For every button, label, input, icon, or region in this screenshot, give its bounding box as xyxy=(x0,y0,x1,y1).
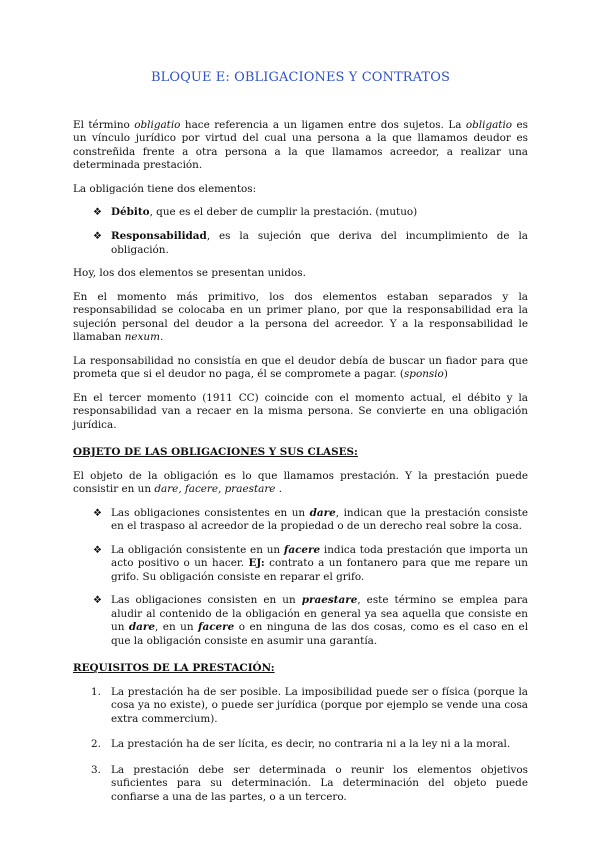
list-item: 3. La prestación debe ser determinada o reunir los elementos objetivos suficientes para su determinación. La determinación del objeto puede confiarse a una de las partes, o a un tercero. xyxy=(91,763,528,803)
section-heading-requisitos: REQUISITOS DE LA PRESTACIÓN: xyxy=(73,662,275,675)
page-title: BLOQUE E: OBLIGACIONES Y CONTRATOS xyxy=(151,70,450,85)
diamond-bullet-icon: ❖ xyxy=(93,507,102,519)
list-item: ❖ Responsabilidad, es la sujeción que deriva del incumplimiento de la obligación. xyxy=(93,229,528,256)
section-heading-objeto: OBJETO DE LAS OBLIGACIONES Y SUS CLASES: xyxy=(73,446,358,459)
obligation-types-list xyxy=(73,507,528,649)
list-item: 1. La prestación ha de ser posible. La imposibilidad puede ser o física (porque la cosa ya no existe), o puede ser jurídica (porque por ejemplo se vende una cosa extra commercium). xyxy=(91,685,528,725)
paragraph: Hoy, los dos elementos se presentan unidos. xyxy=(73,267,306,280)
list-item: ❖ Débito, que es el deber de cumplir la prestación. (mutuo) xyxy=(93,206,418,219)
paragraph: En el tercer momento (1911 CC) coincide con el momento actual, el débito y la responsabilidad van a recaer en la misma persona. Se convierte en una obligación jurídica. xyxy=(73,391,528,431)
diamond-bullet-icon: ❖ xyxy=(93,595,102,607)
requirements-list xyxy=(73,686,528,805)
elements-list xyxy=(73,206,528,257)
list-item: 2. La prestación ha de ser lícita, es decir, no contraria ni a la ley ni a la moral. xyxy=(91,738,511,751)
paragraph: En el momento más primitivo, los dos elementos estaban separados y la responsabilidad se colocaba en un primer plano, por que la responsabilidad era la sujeción personal del deudor a la persona del acreedor. Y a la responsabilidad le llamaban nexum. xyxy=(73,290,528,344)
diamond-bullet-icon: ❖ xyxy=(93,544,102,556)
paragraph: El objeto de la obligación es lo que llamamos prestación. Y la prestación puede consistir en un dare, facere, praestare . xyxy=(73,469,528,496)
list-item: ❖ Las obligaciones consistentes en un dare, indican que la prestación consiste en el traspaso al acreedor de la propiedad o de un derecho real sobre la cosa. xyxy=(93,506,528,533)
elements-lead: La obligación tiene dos elementos: xyxy=(73,182,257,195)
list-item: ❖ La obligación consistente en un facere indica toda prestación que importa un acto positivo o un hacer. EJ: contrato a un fontanero para que me repare un grifo. Su obligación consiste en reparar el grifo. xyxy=(93,543,528,583)
paragraph: La responsabilidad no consistía en que el deudor debía de buscar un fiador para que prometa que si el deudor no paga, él se compromete a pagar. (sponsio) xyxy=(73,354,528,381)
diamond-bullet-icon: ❖ xyxy=(93,207,102,219)
intro-paragraph: El término obligatio hace referencia a un ligamen entre dos sujetos. La obligatio es un vínculo jurídico por virtud del cual una persona a la que llamamos deudor es constreñida frente a otra persona a la que llamamos acreedor, a realizar una determinada prestación. xyxy=(73,118,528,172)
document-page xyxy=(73,70,528,816)
diamond-bullet-icon: ❖ xyxy=(93,230,102,242)
list-item: ❖ Las obligaciones consisten en un praestare, este término se emplea para aludir al contenido de la obligación en general ya sea aquella que consiste en un dare, en un facere o en ninguna de las dos cosas, como es el caso en el que la obligación consiste en asumir una garantía. xyxy=(93,594,529,647)
